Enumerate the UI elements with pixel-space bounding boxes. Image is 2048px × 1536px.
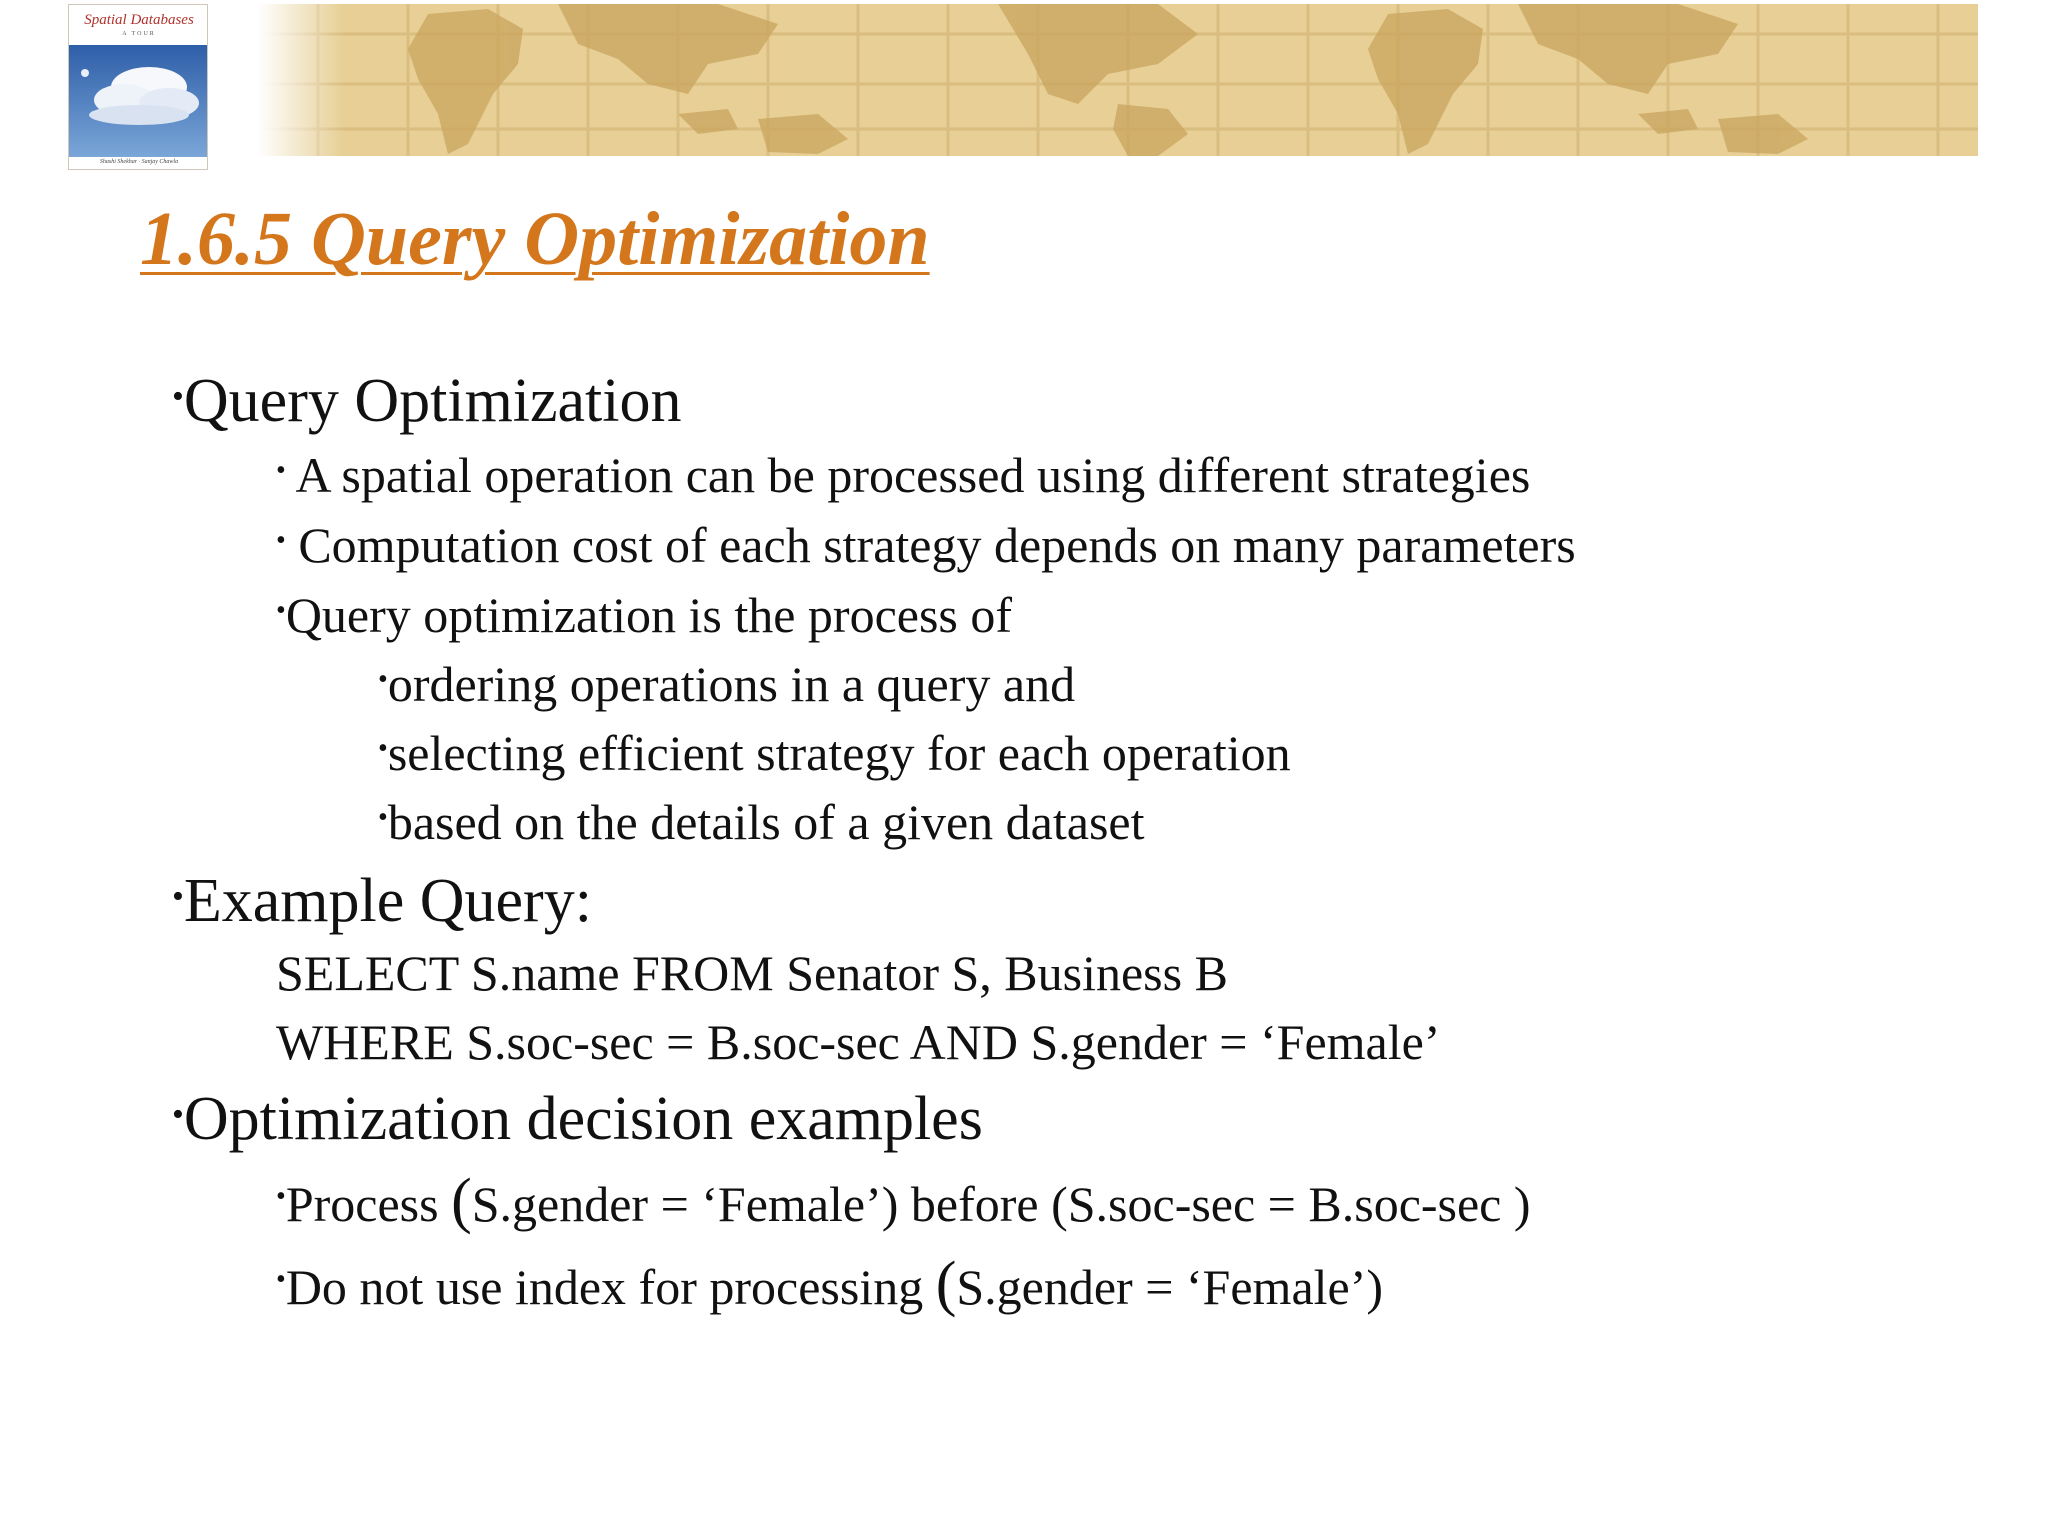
sub-bullet-text: A spatial operation can be processed using different strategies [285, 447, 1531, 503]
decision-prefix: Do not use index for processing [285, 1259, 936, 1315]
bullet-example-query [172, 866, 592, 936]
cover-subtitle: A TOUR [122, 31, 156, 37]
slide-title: 1.6.5 Query Optimization [140, 197, 930, 281]
decision-prefix: Process [285, 1176, 452, 1232]
sub-sub-bullet [378, 793, 1145, 851]
sub-sub-bullet-text: ordering operations in a query and [387, 656, 1076, 712]
sub-bullet [276, 446, 1530, 504]
bullet-dot: • [276, 525, 286, 556]
decision-item [276, 1167, 1531, 1235]
bullet-text: Query Optimization [183, 367, 682, 435]
sub-sub-bullet-text: selecting efficient strategy for each operation [387, 725, 1291, 781]
decision-item [276, 1250, 1384, 1318]
sub-bullet [276, 586, 1012, 644]
bullet-dot: • [378, 802, 388, 833]
bullet-text: Example Query: [183, 867, 592, 935]
bullet-dot: • [276, 1264, 286, 1295]
sql-line-select: SELECT S.name FROM Senator S, Business B [276, 945, 1228, 1001]
sub-bullet-text: Query optimization is the process of [285, 587, 1013, 643]
bullet-dot: • [378, 664, 388, 695]
sub-sub-bullet [378, 655, 1075, 713]
sub-sub-bullet [378, 724, 1291, 782]
open-paren: ( [451, 1167, 472, 1235]
bullet-dot: • [172, 878, 184, 915]
bullet-dot: • [276, 455, 286, 486]
bullet-text: Optimization decision examples [183, 1085, 983, 1153]
bullet-dot: • [378, 733, 388, 764]
decision-rest: S.gender = ‘Female’) before (S.soc-sec = B.soc-sec ) [471, 1176, 1531, 1232]
sql-line-where: WHERE S.soc-sec = B.soc-sec AND S.gender = ‘Female’ [276, 1014, 1441, 1070]
decision-rest: S.gender = ‘Female’) [956, 1259, 1384, 1315]
bullet-optimization-decisions [172, 1084, 983, 1154]
bullet-dot: • [172, 1096, 184, 1133]
sub-sub-bullet-text: based on the details of a given dataset [387, 794, 1145, 850]
bullet-query-optimization [172, 366, 682, 436]
cover-title: Spatial Databases [84, 12, 194, 28]
open-paren: ( [935, 1250, 957, 1318]
bullet-dot: • [276, 1181, 286, 1212]
cover-authors: Shashi Shekhar · Sanjay Chawla [99, 159, 179, 165]
sub-bullet-text: Computation cost of each strategy depends on many parameters [285, 517, 1576, 573]
bullet-dot: • [276, 595, 286, 626]
sub-bullet [276, 516, 1576, 574]
bullet-dot: • [172, 378, 184, 415]
